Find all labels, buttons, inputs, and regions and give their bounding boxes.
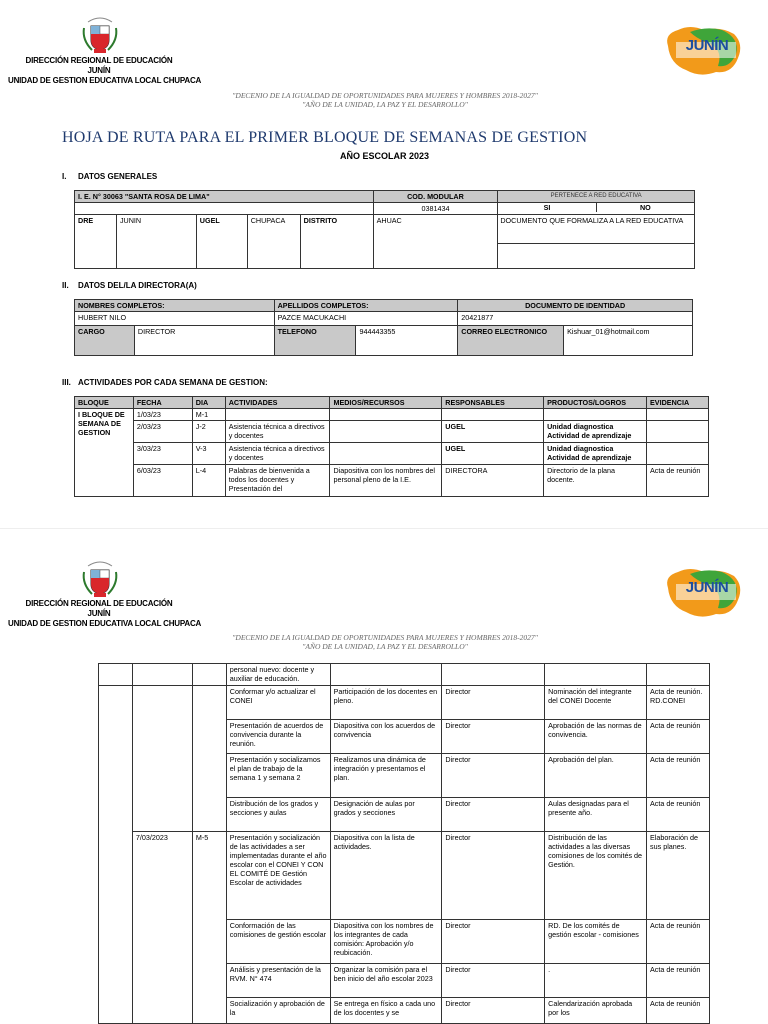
junin-logo-text: JUNÍN (685, 579, 729, 596)
cod-modular-value: 0381434 (373, 203, 498, 215)
row-medios: Designación de aulas por grados y secciones (330, 798, 442, 832)
row-responsable: Director (442, 998, 545, 1024)
row-actividad: Distribución de los grados y secciones y aulas (226, 798, 330, 832)
ugel-label: UGEL (196, 215, 247, 269)
dni-label: DOCUMENTO DE IDENTIDAD (458, 300, 693, 312)
row-evidencia: Acta de reunión (647, 998, 710, 1024)
peru-coat-of-arms-icon (80, 560, 120, 600)
row-responsable: Director (442, 832, 545, 920)
row-medios: Se entrega en físico a cada uno de los docentes y se (330, 998, 442, 1024)
motto-year: "AÑO DE LA UNIDAD, LA PAZ Y EL DESARROLLO" (302, 100, 468, 109)
row-evidencia: Acta de reunión (647, 798, 710, 832)
section-3-heading: ACTIVIDADES POR CADA SEMANA DE GESTION: (78, 378, 268, 387)
row-evidencia: Acta de reunión (647, 920, 710, 964)
row-fecha: 6/03/23 (133, 465, 192, 497)
section-3-number: III. (62, 378, 71, 387)
row-actividad-cont: personal nuevo: docente y auxiliar de educación. (226, 664, 330, 686)
cargo-label: CARGO (75, 326, 135, 356)
row-producto: Unidad diagnostica Actividad de aprendizaje (544, 443, 647, 465)
row-responsable: Director (442, 798, 545, 832)
row-actividad: Conformación de las comisiones de gestión escolar (226, 920, 330, 964)
table-row (75, 443, 709, 465)
motto-decade: "DECENIO DE LA IGUALDAD DE OPORTUNIDADES PARA MUJERES Y HOMBRES 2018-2027" (232, 633, 538, 642)
table-row (75, 409, 709, 421)
table-row (99, 664, 710, 686)
row-medios: Diapositiva con los acuerdos de convivencia (330, 720, 442, 754)
dni-value: 20421877 (458, 312, 693, 326)
section-2-number: II. (62, 281, 69, 290)
row-evidencia: Acta de reunión (647, 465, 709, 497)
row-actividad: Asistencia técnica a directivos y docentes (225, 443, 330, 465)
row-actividad: Conformar y/o actualizar el CONEI (226, 686, 330, 720)
table-row (75, 465, 709, 497)
correo-value: Kishuar_01@hotmail.com (564, 326, 693, 356)
org-unit: UNIDAD DE GESTION EDUCATIVA LOCAL CHUPACA (8, 619, 202, 628)
row-fecha: 7/03/2023 (132, 832, 192, 1024)
row-actividad: Socialización y aprobación de la (226, 998, 330, 1024)
doc-red-label: DOCUMENTO QUE FORMALIZA A LA RED EDUCATIVA (498, 215, 694, 244)
col-actividades: ACTIVIDADES (225, 397, 330, 409)
row-producto: Aprobación del plan. (545, 754, 647, 798)
apellidos-value: PAZCE MACUKACHI (274, 312, 458, 326)
telefono-value: 944443355 (356, 326, 458, 356)
document-title: HOJA DE RUTA PARA EL PRIMER BLOQUE DE SEMANAS DE GESTION (62, 129, 588, 146)
row-responsable: Director (442, 964, 545, 998)
org-name: DIRECCIÓN REGIONAL DE EDUCACIÓN JUNÍN (25, 56, 173, 75)
col-fecha: FECHA (133, 397, 192, 409)
activities-table-continued (98, 663, 710, 1024)
row-responsable: Director (442, 754, 545, 798)
row-dia: J-2 (192, 421, 225, 443)
org-unit: UNIDAD DE GESTION EDUCATIVA LOCAL CHUPACA (8, 76, 202, 85)
red-label: PERTENECE A RED EDUCATIVA (498, 191, 695, 203)
general-data-table (74, 190, 695, 269)
row-responsable: UGEL (442, 443, 544, 465)
table-row (99, 832, 710, 920)
cod-modular-label: COD. MODULAR (373, 191, 498, 203)
telefono-label: TELEFONO (274, 326, 356, 356)
row-evidencia: Elaboración de sus planes. (647, 832, 710, 920)
row-medios (330, 443, 442, 465)
nombres-label: NOMBRES COMPLETOS: (75, 300, 275, 312)
row-responsable: UGEL (442, 421, 544, 443)
row-producto: Unidad diagnostica Actividad de aprendizaje (544, 421, 647, 443)
row-producto: Aulas designadas para el presente año. (545, 798, 647, 832)
row-producto: Directorio de la plana docente. (544, 465, 647, 497)
row-evidencia: Acta de reunión (647, 720, 710, 754)
row-producto: RD. De los comités de gestión escolar - comisiones (545, 920, 647, 964)
section-1-heading: DATOS GENERALES (78, 172, 158, 181)
col-evidencia: EVIDENCIA (647, 397, 709, 409)
row-medios (330, 421, 442, 443)
activities-table (74, 396, 709, 497)
row-evidencia: Acta de reunión. RD.CONEI (647, 686, 710, 720)
row-actividad: Presentación y socialización de las actividades a ser implementadas durante el año escolar con el CONEI Y CON EL COMITÉ DE Gestión Escolar de actividades (226, 832, 330, 920)
row-producto: . (545, 964, 647, 998)
row-medios: Diapositiva con los nombres del personal pleno de la I.E. (330, 465, 442, 497)
col-responsables: RESPONSABLES (442, 397, 544, 409)
row-actividad (225, 409, 330, 421)
red-no: NO (639, 203, 651, 212)
row-fecha: 3/03/23 (133, 443, 192, 465)
row-evidencia (647, 443, 709, 465)
correo-label: CORREO ELECTRONICO (458, 326, 564, 356)
row-fecha: 1/03/23 (133, 409, 192, 421)
row-dia: L-4 (192, 465, 225, 497)
motto-year: "AÑO DE LA UNIDAD, LA PAZ Y EL DESARROLLO" (302, 642, 468, 651)
director-data-table (74, 299, 693, 356)
row-actividad: Presentación de acuerdos de convivencia durante la reunión. (226, 720, 330, 754)
row-responsable: DIRECTORA (442, 465, 544, 497)
row-responsable (442, 409, 544, 421)
row-producto: Distribución de las actividades a las diversas comisiones de los comités de Gestión. (545, 832, 647, 920)
cargo-value: DIRECTOR (134, 326, 274, 356)
apellidos-label: APELLIDOS COMPLETOS: (274, 300, 458, 312)
row-actividad: Palabras de bienvenida a todos los docentes y Presentación del (225, 465, 330, 497)
ugel-value: CHUPACA (247, 215, 300, 269)
row-evidencia: Acta de reunión (647, 964, 710, 998)
dre-value: JUNIN (116, 215, 196, 269)
section-1-number: I. (62, 172, 67, 181)
row-responsable: Director (442, 686, 545, 720)
junin-logo-text: JUNÍN (685, 37, 729, 54)
row-medios: Diapositiva con los nombres de los integrantes de cada comisión: Aprobación y/o reubicación. (330, 920, 442, 964)
row-medios (330, 409, 442, 421)
row-responsable: Director (442, 720, 545, 754)
row-evidencia: Acta de reunión (647, 754, 710, 798)
col-productos: PRODUCTOS/LOGROS (544, 397, 647, 409)
row-medios: Organizar la comisión para el ben inicio del año escolar 2023 (330, 964, 442, 998)
row-responsable: Director (442, 920, 545, 964)
dre-label: DRE (75, 215, 117, 269)
ie-name: I. E. N° 30063 "SANTA ROSA DE LIMA" (75, 191, 374, 203)
section-2-heading: DATOS DEL/LA DIRECTORA(A) (78, 281, 197, 290)
row-medios: Participación de los docentes en pleno. (330, 686, 442, 720)
row-dia: M-1 (192, 409, 225, 421)
row-dia: M-5 (192, 832, 226, 1024)
page-break (0, 528, 768, 529)
col-medios: MEDIOS/RECURSOS (330, 397, 442, 409)
row-fecha: 2/03/23 (133, 421, 192, 443)
nombres-value: HUBERT NILO (75, 312, 275, 326)
row-medios: Realizamos una dinámica de integración y presentamos el plan. (330, 754, 442, 798)
document-subtitle: AÑO ESCOLAR 2023 (340, 151, 430, 161)
row-producto (544, 409, 647, 421)
row-evidencia (647, 409, 709, 421)
distrito-value: AHUAC (373, 215, 498, 269)
row-producto: Nominación del integrante del CONEI Docente (545, 686, 647, 720)
distrito-label: DISTRITO (300, 215, 373, 269)
row-medios: Diapositiva con la lista de actividades. (330, 832, 442, 920)
bloque-label: I BLOQUE DE SEMANA DE GESTION (75, 409, 134, 497)
motto-decade: "DECENIO DE LA IGUALDAD DE OPORTUNIDADES PARA MUJERES Y HOMBRES 2018-2027" (232, 91, 538, 100)
row-dia: V-3 (192, 443, 225, 465)
table-row (75, 421, 709, 443)
peru-coat-of-arms-icon (80, 16, 120, 56)
col-dia: DIA (192, 397, 225, 409)
row-producto: Aprobación de las normas de convivencia. (545, 720, 647, 754)
org-name: DIRECCIÓN REGIONAL DE EDUCACIÓN JUNÍN (25, 599, 173, 618)
row-evidencia (647, 421, 709, 443)
row-actividad: Asistencia técnica a directivos y docentes (225, 421, 330, 443)
row-producto: Calendarización aprobada por los (545, 998, 647, 1024)
table-row (99, 686, 710, 720)
red-si: SI (498, 203, 596, 212)
col-bloque: BLOQUE (75, 397, 134, 409)
row-actividad: Presentación y socializamos el plan de trabajo de la semana 1 y semana 2 (226, 754, 330, 798)
row-actividad: Análisis y presentación de la RVM. N° 474 (226, 964, 330, 998)
